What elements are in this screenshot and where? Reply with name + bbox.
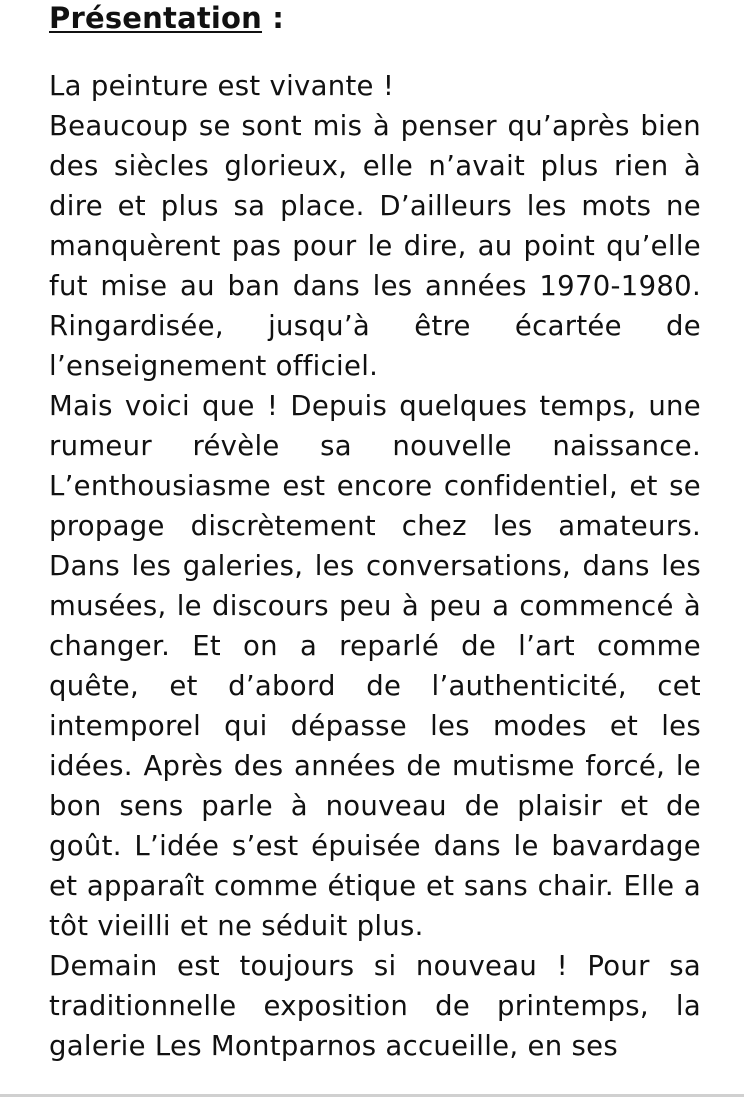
paragraph-exhibition: Demain est toujours si nouveau ! Pour sa traditionnelle exposition de printemps, la galerie Les Montparnos accueille, en ses bbox=[49, 950, 701, 1062]
paragraph-revival: Mais voici que ! Depuis quelques temps, une rumeur révèle sa nouvelle naissance. L’enthousiasme est encore confidentiel, et se propage discrètement chez les amateurs. Dans les galeries, les conversations, dans les musées, le discours peu à peu a commencé à changer. Et on a reparlé de l’art comme quête, et d’abord de l’authenticité, cet intemporel qui dépasse les modes et les idées. Après des années de mutisme forcé, le bon sens parle à nouveau de plaisir et de goût. L’idée s’est épuisée dans le bavardage et apparaît comme étique et sans chair. Elle a tôt vieilli et ne séduit plus. bbox=[49, 390, 701, 942]
document-page bbox=[49, 0, 701, 1066]
heading-title: Présentation bbox=[49, 1, 263, 35]
paragraph-intro: La peinture est vivante ! bbox=[49, 70, 395, 102]
paragraph-decline: Beaucoup se sont mis à penser qu’après bien des siècles glorieux, elle n’avait plus rien à dire et plus sa place. D’ailleurs les mots ne manquèrent pas pour le dire, au point qu’elle fut mise au ban dans les années 1970-1980. Ringardisée, jusqu’à être écartée de l’enseignement officiel. bbox=[49, 110, 701, 382]
presentation-body bbox=[49, 66, 701, 1066]
section-heading bbox=[49, 0, 701, 36]
heading-colon: : bbox=[262, 1, 285, 35]
